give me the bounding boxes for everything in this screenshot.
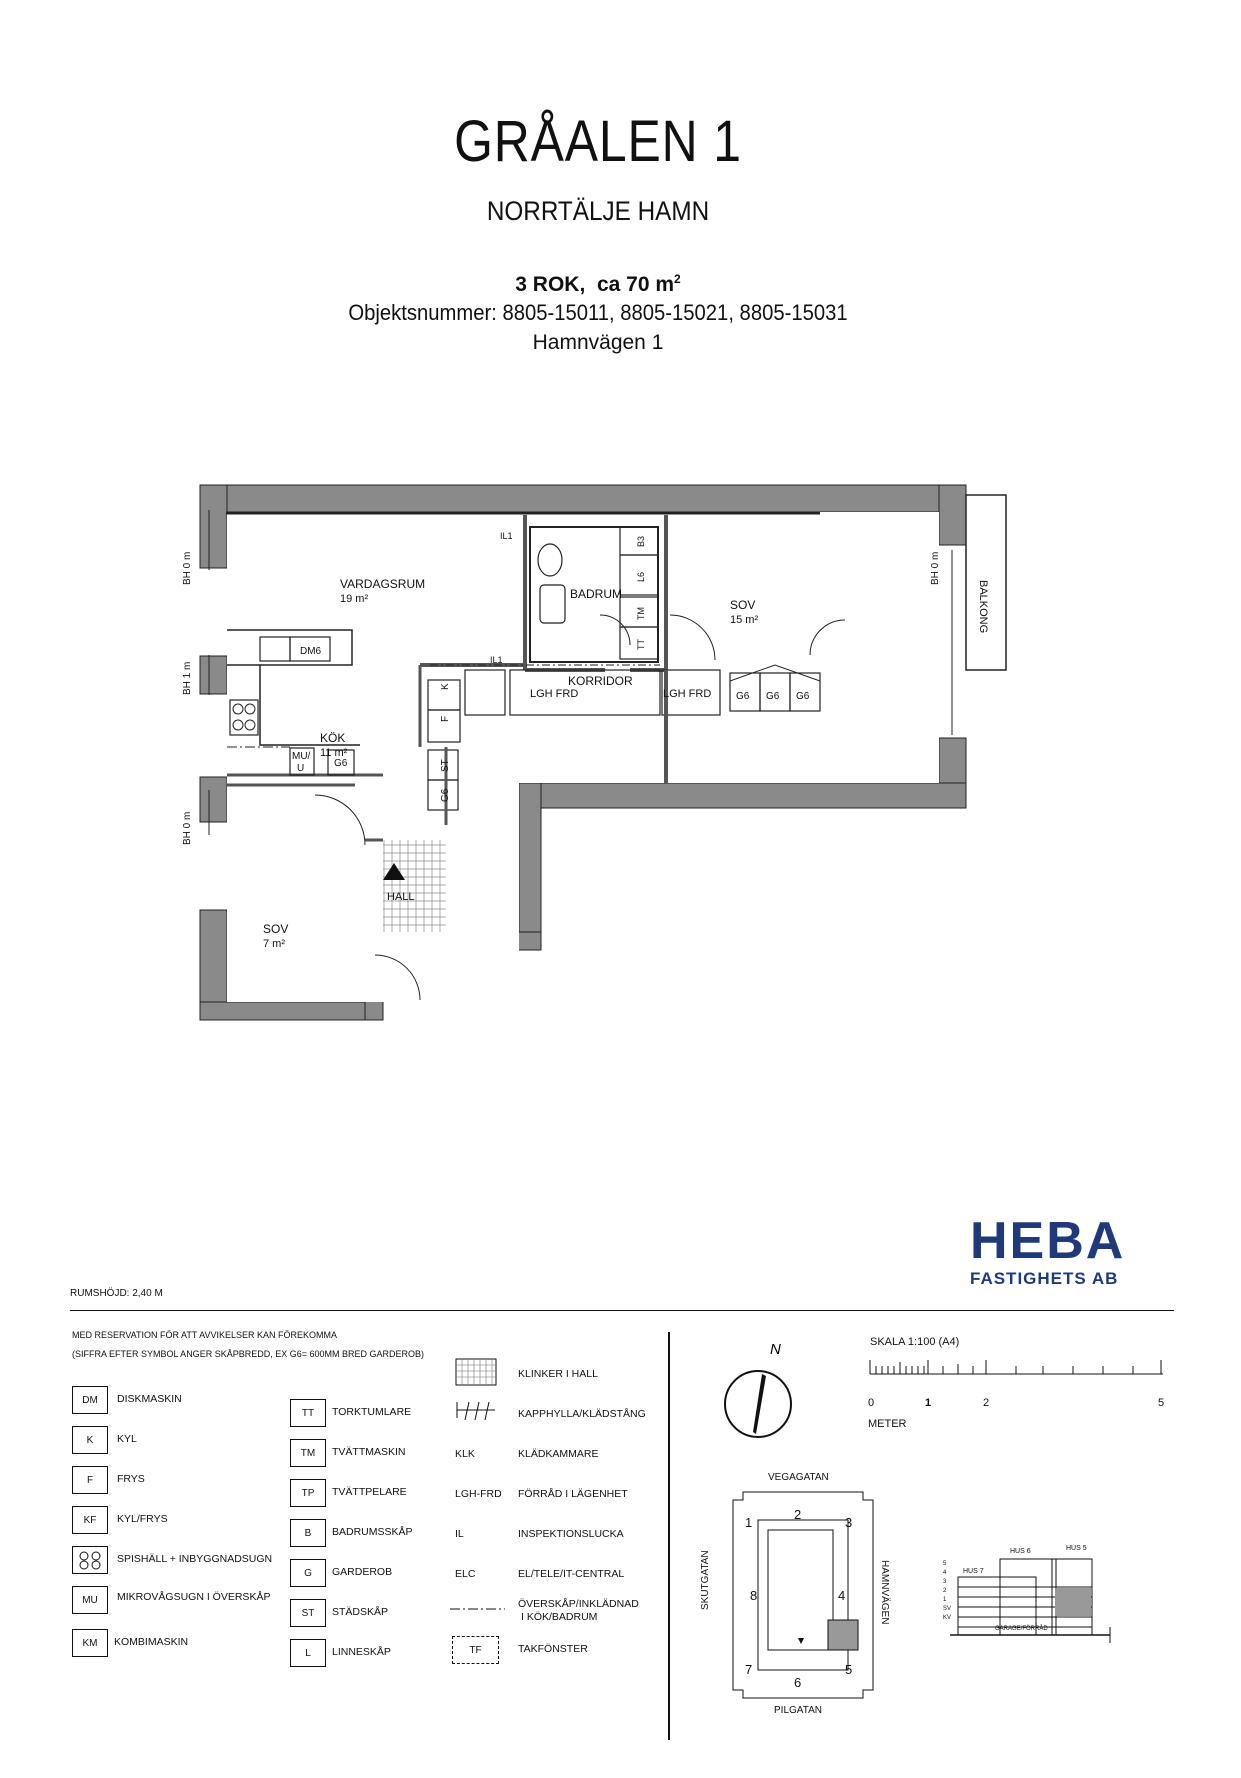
brand-sub: FASTIGHETS AB [970, 1269, 1119, 1288]
label-f: F [440, 715, 451, 722]
wall-bottom-right [519, 783, 966, 808]
legend-label-klinker: KLINKER I HALL [518, 1368, 598, 1380]
object-numbers: Objektsnummer: 8805-15011, 8805-15021, 8805-15031 [348, 300, 848, 325]
legend-box-k: K [72, 1426, 108, 1454]
legend-box-kf: KF [72, 1506, 108, 1534]
label-g6-a: G6 [736, 691, 750, 702]
floor-3: 3 [943, 1579, 947, 1585]
legend-box-f: F [72, 1466, 108, 1494]
scale-tick-2: 2 [983, 1397, 990, 1409]
scale-title: SKALA 1:100 (A4) [870, 1336, 960, 1348]
label-hus6: HUS 6 [1010, 1548, 1031, 1555]
scale-tick-5: 5 [1158, 1397, 1165, 1409]
legend-col3 [450, 1358, 660, 1728]
hall-tiles [383, 840, 446, 932]
label-balkong: BALKONG [977, 580, 989, 634]
label-tt: TT [636, 639, 646, 650]
legend-box-l: L [290, 1639, 326, 1667]
wall-step [519, 783, 541, 950]
unit-summary [0, 272, 1196, 297]
site-num-4: 4 [838, 1588, 846, 1603]
brand-name: HEBA [970, 1212, 1126, 1270]
legend-label-f: FRYS [117, 1473, 145, 1485]
legend-label-stove: SPISHÄLL + INBYGGNADSUGN [117, 1553, 273, 1565]
legend-label-lghfrd: FÖRRÅD I LÄGENHET [518, 1488, 628, 1500]
legend-col2 [290, 1399, 460, 1729]
legend-box-tm: TM [290, 1439, 326, 1467]
section-garage: GARAGE/FÖRRÅD [995, 1626, 1048, 1632]
floor-1: 1 [943, 1597, 947, 1603]
floor-2: 2 [943, 1588, 947, 1594]
label-lgh-frd-1: LGH FRD [530, 688, 579, 700]
legend-box-stove [72, 1546, 108, 1574]
room-korridor: KORRIDOR [568, 674, 633, 688]
legend-label-klk: KLÄDKAMMARE [518, 1448, 599, 1460]
coat-rack-icon [455, 1400, 497, 1422]
legend-label-b: BADRUMSSKÅP [332, 1526, 413, 1538]
tile-icon [455, 1358, 497, 1386]
legend-label-l: LINNESKÅP [332, 1646, 391, 1658]
room-sov-large: SOV [730, 598, 756, 612]
legend-box-tt: TT [290, 1399, 326, 1427]
room-sov-small-area: 7 m² [263, 938, 285, 950]
site-num-2: 2 [794, 1507, 802, 1522]
wall-top [200, 485, 966, 512]
legend-label-tt: TORKTUMLARE [332, 1406, 412, 1418]
page-subtitle: NORRTÄLJE HAMN [486, 196, 710, 226]
legend-label-kf: KYL/FRYS [117, 1513, 168, 1525]
street-bottom: PILGATAN [774, 1705, 822, 1716]
street-right: HAMNVÄGEN [879, 1560, 890, 1625]
site-num-7: 7 [745, 1662, 753, 1677]
wall-right-1 [939, 485, 966, 545]
legend-box-mu: MU [72, 1586, 108, 1614]
label-il1-top: IL1 [500, 531, 513, 541]
label-hus5: HUS 5 [1066, 1545, 1087, 1552]
stove-icon [77, 1550, 103, 1570]
dash-dot-line-icon [450, 1606, 505, 1612]
street-left: SKUTGATAN [700, 1550, 711, 1610]
ceiling-height: RUMSHÖJD: 2,40 M [70, 1288, 163, 1299]
north-label: N [770, 1341, 781, 1358]
floor-4: 4 [943, 1570, 947, 1576]
site-num-8: 8 [750, 1588, 758, 1603]
section-floors [943, 1560, 951, 1623]
unit-type: 3 ROK, [515, 273, 586, 296]
legend-label-g: GARDEROB [332, 1566, 393, 1578]
legend-label-dm: DISKMASKIN [117, 1393, 182, 1405]
floor-sv: SV [943, 1606, 952, 1612]
address: Hamnvägen 1 [532, 331, 664, 354]
label-il1-mid: IL1 [490, 655, 503, 665]
room-sov-large-area: 15 m² [730, 614, 759, 626]
wall-bottom-left [200, 1002, 383, 1020]
heba-logo [970, 1212, 1150, 1289]
label-dm6: DM6 [300, 646, 322, 657]
legend-box-km: KM [72, 1629, 108, 1657]
legend-label-kapphylla: KAPPHYLLA/KLÄDSTÅNG [518, 1408, 646, 1420]
room-vardagsrum: VARDAGSRUM [340, 577, 426, 591]
label-hus7: HUS 7 [963, 1568, 984, 1575]
unit-area: ca 70 m [596, 273, 675, 296]
scale-tick-0: 0 [868, 1397, 875, 1409]
north-compass [718, 1340, 798, 1450]
label-u: U [297, 763, 305, 774]
legend-label-tp: TVÄTTPELARE [332, 1486, 407, 1498]
legend-label-tm: TVÄTTMASKIN [332, 1446, 406, 1458]
label-l6: L6 [636, 571, 646, 582]
label-tm: TM [636, 607, 646, 620]
label-g6-b: G6 [766, 691, 780, 702]
unit-area-sup: 2 [674, 272, 681, 286]
divider [70, 1310, 1174, 1311]
legend-col1 [72, 1386, 292, 1726]
label-b3: B3 [636, 535, 646, 547]
legend-code-elc: ELC [455, 1568, 476, 1580]
legend-box-dm: DM [72, 1386, 108, 1414]
wall-left-1 [200, 485, 227, 568]
scale-bar [868, 1352, 1168, 1382]
floor-kv: KV [943, 1615, 952, 1621]
floor-5: 5 [943, 1561, 947, 1567]
legend-code-lghfrd: LGH-FRD [455, 1488, 502, 1500]
legend-box-st: ST [290, 1599, 326, 1627]
label-bh0-left-top: BH 0 m [182, 551, 193, 585]
legend-label-mu: MIKROVÅGSUGN I ÖVERSKÅP [117, 1591, 271, 1603]
site-num-5: 5 [845, 1662, 853, 1677]
label-g6-hall: G6 [440, 788, 451, 802]
legend-label-tf: TAKFÖNSTER [518, 1643, 588, 1655]
wall-left-3 [200, 777, 227, 822]
label-lgh-frd-2: LGH FRD [663, 688, 712, 700]
label-bh0-right: BH 0 m [930, 551, 941, 585]
label-g6-c: G6 [796, 691, 810, 702]
page-title: GRÅALEN 1 [454, 109, 742, 174]
room-vardagsrum-area: 19 m² [340, 593, 369, 605]
legend-code-klk: KLK [455, 1448, 475, 1460]
note-cabinet-width: (SIFFRA EFTER SYMBOL ANGER SKÅPBREDD, EX G6= 600MM BRED GARDEROB) [72, 1349, 424, 1359]
legend-label-il: INSPEKTIONSLUCKA [518, 1528, 624, 1540]
room-sov-small: SOV [263, 922, 289, 936]
wall-left-2 [200, 656, 227, 694]
label-g6-kitchen: G6 [334, 758, 348, 769]
site-num-3: 3 [845, 1515, 853, 1530]
legend-label-st: STÄDSKÅP [332, 1606, 389, 1618]
divider-vertical [668, 1332, 670, 1740]
label-mu: MU/ [292, 751, 311, 762]
street-top: VEGAGATAN [768, 1472, 829, 1483]
legend-box-tp: TP [290, 1479, 326, 1507]
scale-unit: METER [868, 1418, 907, 1430]
legend-label-overskap-2: I KÖK/BADRUM [521, 1611, 598, 1623]
site-num-6: 6 [794, 1675, 802, 1690]
site-num-1: 1 [745, 1515, 753, 1530]
label-bh0-left-bottom: BH 0 m [182, 811, 193, 845]
legend-box-b: B [290, 1519, 326, 1547]
legend-code-il: IL [455, 1528, 464, 1540]
label-st: ST [440, 759, 451, 772]
room-kok-area: 11 m² [320, 747, 348, 759]
highlighted-building [828, 1620, 858, 1650]
legend-label-k: KYL [117, 1433, 137, 1445]
legend-label-km: KOMBIMASKIN [114, 1636, 189, 1648]
room-kok: KÖK [320, 731, 346, 745]
legend-box-g: G [290, 1559, 326, 1587]
scale-tick-1: 1 [925, 1397, 932, 1409]
label-bh1-left: BH 1 m [182, 661, 193, 695]
legend-label-elc: EL/TELE/IT-CENTRAL [518, 1568, 625, 1580]
room-badrum: BADRUM [570, 587, 623, 601]
label-k: K [440, 683, 451, 690]
legend-box-tf: TF [452, 1636, 499, 1664]
compass-needle-icon [753, 1374, 766, 1434]
room-hall: HALL [387, 891, 415, 903]
note-reservation: MED RESERVATION FÖR ATT AVVIKELSER KAN FÖREKOMMA [72, 1330, 338, 1340]
legend-label-overskap: ÖVERSKÅP/INKLÄDNAD [518, 1598, 639, 1610]
floor-plan [182, 485, 1020, 1045]
